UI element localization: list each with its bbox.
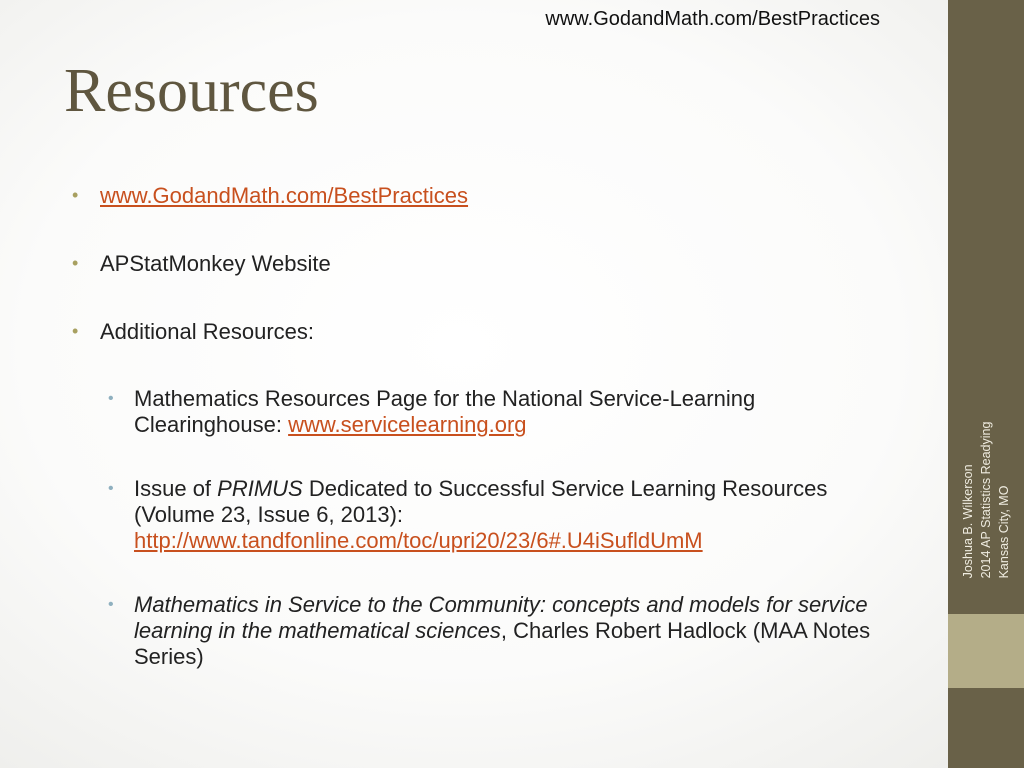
servicelearning-link[interactable]: www.servicelearning.org <box>288 412 527 437</box>
sub-bullet-list <box>106 386 896 708</box>
list-item: • Additional Resources: <box>72 318 892 345</box>
item-text: Mathematics Resources Page for the National Service-Learning Clearinghouse: <box>134 386 756 437</box>
list-item: • APStatMonkey Website <box>72 250 892 277</box>
event-location: Kansas City, MO <box>997 485 1011 579</box>
item-text: , Charles Robert Hadlock (MAA Notes Series) <box>134 618 871 669</box>
header-url: www.GodandMath.com/BestPractices <box>545 8 880 30</box>
bullet-list <box>72 182 892 386</box>
sidebar-accent-block <box>948 614 1024 688</box>
tandfonline-link[interactable]: http://www.tandfonline.com/toc/upri20/23/6#.U4iSufldUmM <box>134 528 703 553</box>
list-item <box>72 182 892 209</box>
sub-list-item <box>106 476 896 554</box>
slide-title: Resources <box>64 57 319 125</box>
godandmath-link[interactable]: www.GodandMath.com/BestPractices <box>100 183 469 208</box>
item-text: Dedicated to Successful Service Learning Resources (Volume 23, Issue 6, 2013): <box>134 476 828 527</box>
item-text: Issue of <box>134 476 218 501</box>
sidebar-footer-text <box>959 422 1013 579</box>
sub-list-item <box>106 386 896 438</box>
sub-list-item <box>106 592 896 670</box>
event-name: 2014 AP Statistics Readying <box>979 421 993 579</box>
presenter-name: Joshua B. Wilkerson <box>961 464 975 579</box>
primus-title: PRIMUS <box>217 476 303 501</box>
book-title: Mathematics in Service to the Community: concepts and models for service learning in the mathematical sciences <box>134 592 868 643</box>
